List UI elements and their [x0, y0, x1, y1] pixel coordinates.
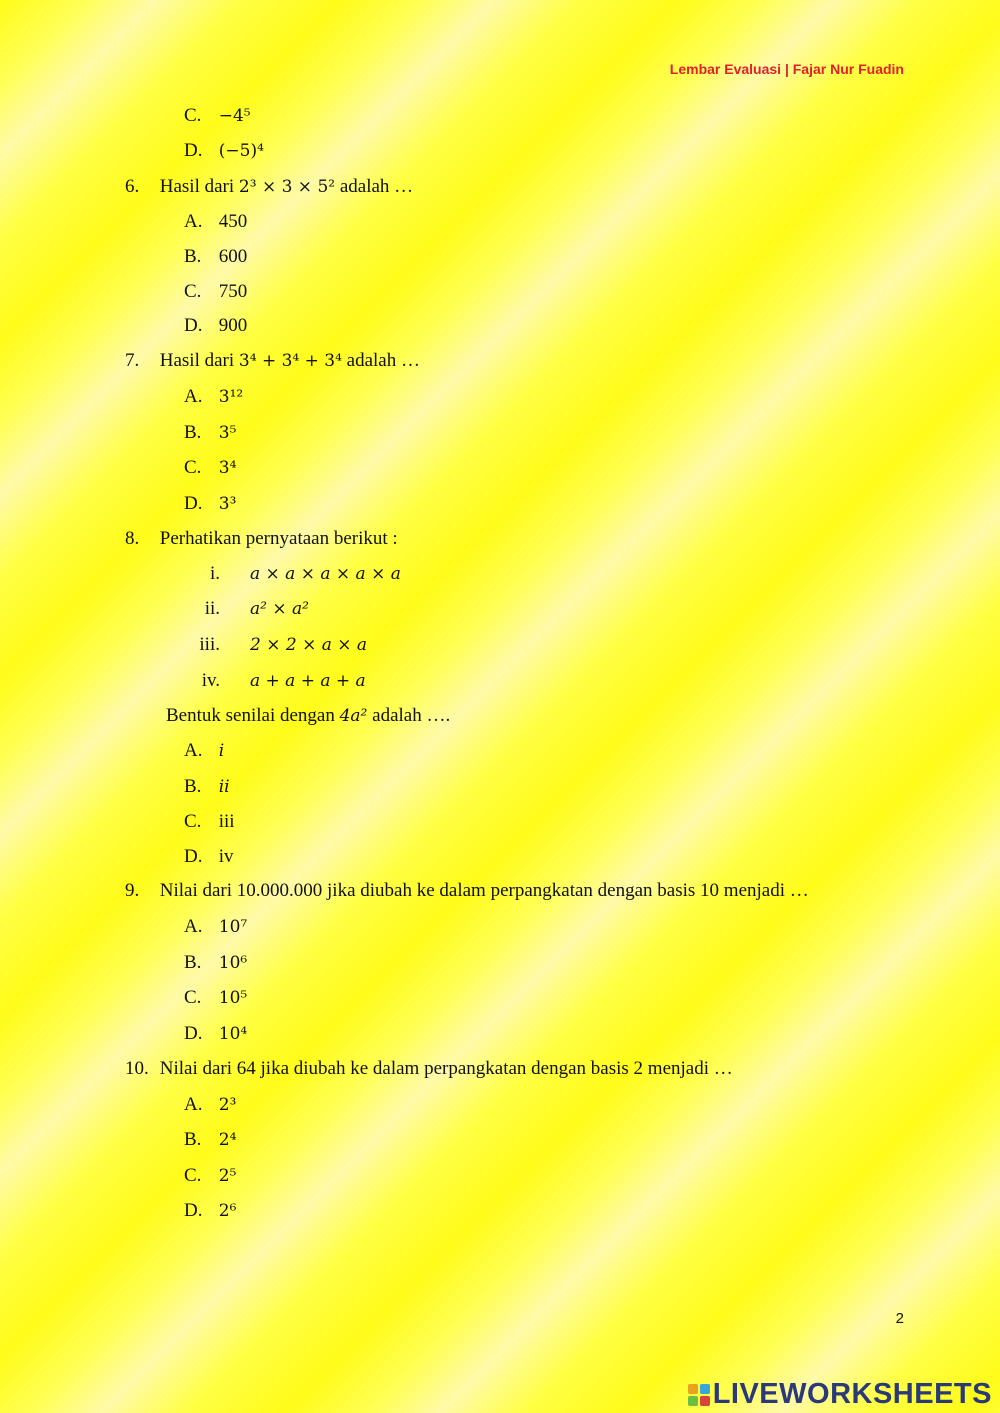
option-value: 450 — [218, 211, 248, 232]
statement-iii — [170, 633, 367, 657]
question-expr: 2³ × 3 × 5² — [238, 177, 336, 197]
question-10 — [125, 1057, 733, 1081]
question-number: 8. — [125, 528, 140, 549]
option-label: A. — [184, 211, 203, 232]
q10-option-d[interactable] — [184, 1199, 236, 1223]
option-label: B. — [184, 1129, 202, 1150]
q9-option-d[interactable] — [184, 1022, 247, 1046]
liveworksheets-icon — [688, 1384, 710, 1406]
page-header: Lembar Evaluasi | Fajar Nur Fuadin — [669, 61, 904, 77]
question-text: Hasil dari — [159, 176, 239, 197]
statement-ii — [170, 597, 309, 621]
option-label: D. — [184, 1200, 203, 1221]
question-9 — [125, 879, 809, 903]
option-label: A. — [184, 740, 203, 761]
option-label: D. — [184, 1023, 203, 1044]
question-8 — [125, 527, 398, 551]
statement-expr: 2 × 2 × a × a — [250, 635, 368, 655]
q6-option-c[interactable] — [184, 280, 247, 304]
option-label: B. — [184, 246, 202, 267]
option-value: 2³ — [218, 1095, 237, 1115]
option-label: A. — [184, 916, 203, 937]
prompt-text-end: adalah …. — [367, 705, 451, 726]
question-text: Nilai dari 64 jika diubah ke dalam perpangkatan dengan basis 2 menjadi … — [159, 1058, 733, 1079]
statement-expr: a + a + a + a — [250, 671, 366, 691]
q5-option-c[interactable] — [184, 104, 251, 128]
option-value: i — [218, 741, 225, 761]
page-number: 2 — [895, 1310, 904, 1327]
question-7 — [125, 349, 420, 373]
prompt-expr: 4a² — [339, 706, 368, 726]
question-expr: 3⁴ + 3⁴ + 3⁴ — [238, 351, 342, 371]
statement-numeral: iv. — [201, 670, 220, 691]
q6-option-b[interactable] — [184, 245, 247, 269]
option-value: 2⁶ — [218, 1201, 237, 1221]
option-label: A. — [184, 1094, 203, 1115]
q9-option-c[interactable] — [184, 986, 247, 1010]
brand-name: LIVEWORKSHEETS — [712, 1378, 992, 1410]
q7-option-d[interactable] — [184, 492, 236, 516]
q8-prompt — [166, 704, 450, 728]
statement-numeral: i. — [209, 563, 220, 584]
option-label: C. — [184, 457, 202, 478]
statement-iv — [170, 669, 366, 693]
option-value: 3⁴ — [218, 458, 237, 478]
statement-numeral: iii. — [199, 634, 220, 655]
prompt-text: Bentuk senilai dengan — [166, 705, 340, 726]
statement-expr: a × a × a × a × a — [250, 564, 401, 584]
option-label: C. — [184, 811, 202, 832]
question-number: 7. — [125, 350, 140, 371]
option-value: 600 — [218, 246, 248, 267]
q7-option-a[interactable] — [184, 385, 243, 409]
option-value: 3¹² — [218, 387, 244, 407]
option-value: 10⁷ — [218, 917, 248, 937]
q10-option-c[interactable] — [184, 1164, 236, 1188]
q6-option-d[interactable] — [184, 314, 247, 338]
statement-i — [170, 562, 401, 586]
option-label: D. — [184, 846, 203, 867]
option-label: B. — [184, 952, 202, 973]
q8-option-d[interactable] — [184, 845, 234, 869]
option-label: C. — [184, 987, 202, 1008]
question-text: Perhatikan pernyataan berikut : — [159, 528, 398, 549]
statement-expr: a² × a² — [250, 599, 309, 619]
q10-option-a[interactable] — [184, 1093, 236, 1117]
option-value: 900 — [218, 315, 248, 336]
option-value: (−5)⁴ — [218, 141, 264, 161]
question-number: 10. — [125, 1058, 149, 1079]
option-value: 2⁵ — [218, 1166, 237, 1186]
q6-option-a[interactable] — [184, 210, 247, 234]
option-label: D. — [184, 140, 203, 161]
question-text-end: adalah … — [341, 350, 420, 371]
question-6 — [125, 175, 413, 199]
option-value: iv — [218, 846, 234, 867]
option-label: C. — [184, 281, 202, 302]
option-value: 750 — [218, 281, 248, 302]
option-value: 3³ — [218, 494, 237, 514]
option-value: 10⁶ — [218, 953, 248, 973]
option-value: 3⁵ — [218, 423, 237, 443]
q8-option-c[interactable] — [184, 810, 235, 834]
option-label: B. — [184, 776, 202, 797]
option-value: 10⁴ — [218, 1024, 248, 1044]
option-label: D. — [184, 493, 203, 514]
liveworksheets-logo[interactable] — [688, 1378, 992, 1411]
option-label: B. — [184, 422, 202, 443]
option-value: 10⁵ — [218, 988, 248, 1008]
statement-numeral: ii. — [204, 598, 220, 619]
q7-option-b[interactable] — [184, 421, 236, 445]
q8-option-a[interactable] — [184, 739, 224, 763]
q5-option-d[interactable] — [184, 139, 264, 163]
option-value: ii — [218, 777, 230, 797]
q7-option-c[interactable] — [184, 456, 236, 480]
q8-option-b[interactable] — [184, 775, 230, 799]
option-label: D. — [184, 315, 203, 336]
question-number: 9. — [125, 880, 140, 901]
question-text-end: adalah … — [335, 176, 414, 197]
question-number: 6. — [125, 176, 140, 197]
option-label: C. — [184, 1165, 202, 1186]
option-value: −4⁵ — [218, 106, 251, 126]
question-text: Nilai dari 10.000.000 jika diubah ke dalam perpangkatan dengan basis 10 menjadi … — [159, 880, 809, 901]
q10-option-b[interactable] — [184, 1128, 236, 1152]
option-value: iii — [218, 811, 235, 832]
q9-option-a[interactable] — [184, 915, 247, 939]
option-label: A. — [184, 386, 203, 407]
q9-option-b[interactable] — [184, 951, 247, 975]
question-text: Hasil dari — [159, 350, 239, 371]
option-value: 2⁴ — [218, 1130, 237, 1150]
option-label: C. — [184, 105, 202, 126]
